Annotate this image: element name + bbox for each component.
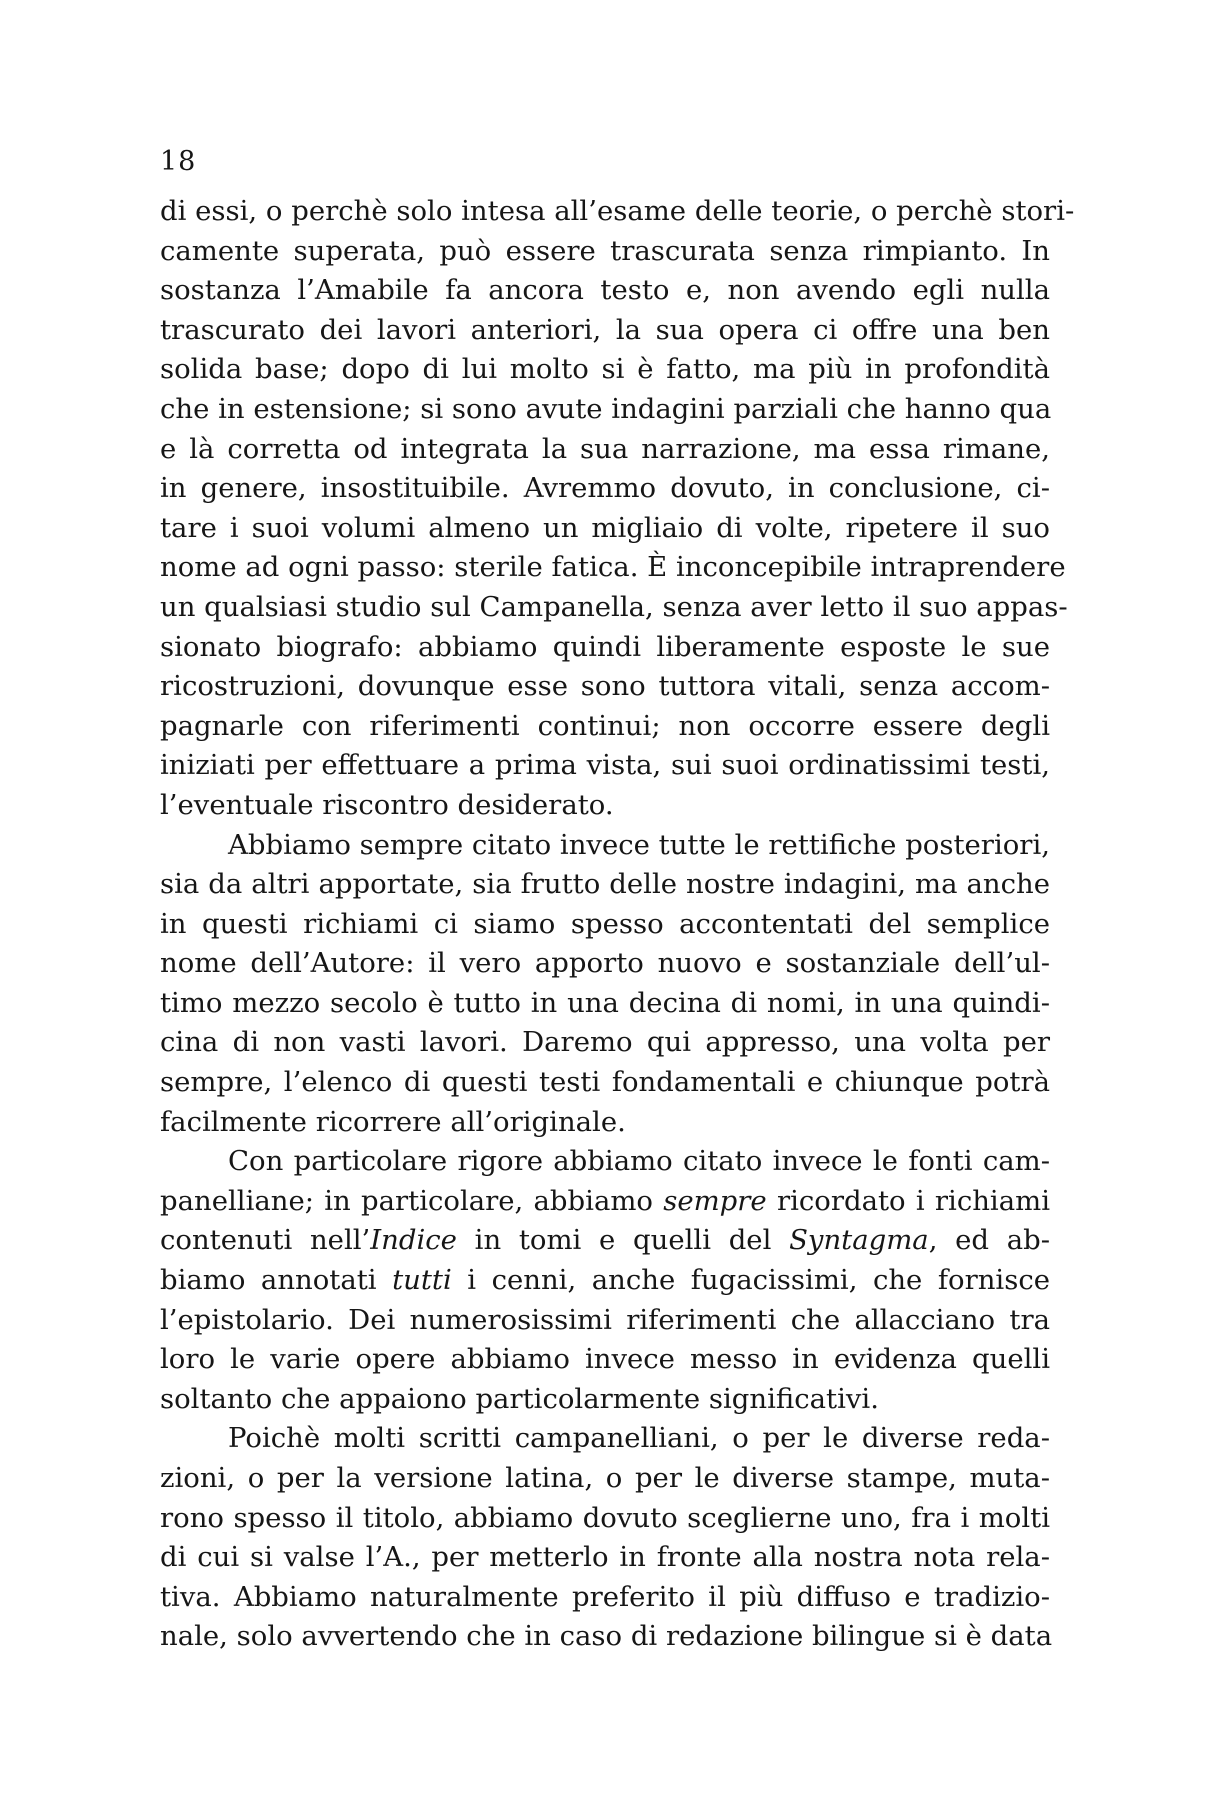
text-line (160, 350, 1050, 390)
text-line (160, 746, 1050, 786)
text-line (160, 469, 1050, 509)
text-line (160, 628, 1050, 668)
text-run: soltanto che appaiono particolarmente significativi. (160, 1382, 879, 1415)
text-line (160, 1301, 1050, 1341)
text-line (160, 944, 1050, 984)
text-line (160, 311, 1050, 351)
text-run: tare i suoi volumi almeno un migliaio di volte, ripetere il suo (160, 511, 1050, 544)
text-line (160, 548, 1066, 588)
text-line (160, 192, 1075, 232)
italic-text: Indice (370, 1224, 457, 1257)
text-run: i cenni, anche fugacissimi, che fornisce (451, 1264, 1051, 1297)
text-line (160, 707, 1050, 747)
text-line (160, 1063, 1050, 1103)
italic-text: sempre (663, 1184, 767, 1217)
text-run: nale, solo avvertendo che in caso di redazione bilingue si è data (160, 1620, 1053, 1653)
text-line (160, 232, 1050, 272)
paragraph (160, 1142, 1050, 1419)
text-run: Abbiamo sempre citato invece tutte le rettifiche posteriori, (228, 828, 1050, 861)
text-line (160, 984, 1050, 1024)
text-line (160, 1142, 1050, 1182)
text-line (160, 1221, 1050, 1261)
text-run: in tomi e quelli del (456, 1224, 790, 1257)
text-run: panelliane; in particolare, abbiamo (160, 1184, 664, 1217)
text-line (160, 826, 1050, 866)
text-run: , ed ab- (928, 1224, 1051, 1257)
text-run: trascurato dei lavori anteriori, la sua opera ci offre una ben (160, 313, 1050, 346)
text-run: pagnarle con riferimenti continui; non occorre essere degli (160, 709, 1050, 742)
body-text (160, 192, 1075, 1657)
paragraph (160, 1419, 1053, 1657)
text-run: che in estensione; si sono avute indagini parziali che hanno qua (160, 392, 1052, 425)
text-line (160, 1023, 1050, 1063)
text-run: solida base; dopo di lui molto si è fatto, ma più in profondità (160, 353, 1050, 386)
text-line (160, 1340, 1050, 1380)
text-line (160, 1538, 1050, 1578)
text-line (160, 1261, 1050, 1301)
text-line (160, 1459, 1050, 1499)
text-line (160, 865, 1050, 905)
page-number: 18 (160, 146, 197, 177)
italic-text: tutti (392, 1264, 452, 1297)
text-line (160, 509, 1050, 549)
text-run: ricordato i richiami (766, 1184, 1050, 1217)
text-line (160, 1617, 1053, 1657)
text-run: facilmente ricorrere all’originale. (160, 1105, 626, 1138)
text-line (160, 786, 1050, 826)
text-run: nome ad ogni passo: sterile fatica. È inconcepibile intraprendere (160, 551, 1066, 584)
paragraph (160, 192, 1075, 826)
text-line (160, 1419, 1050, 1459)
text-run: rono spesso il titolo, abbiamo dovuto sceglierne uno, fra i molti (160, 1501, 1050, 1534)
text-run: di essi, o perchè solo intesa all’esame delle teorie, o perchè stori- (160, 195, 1075, 227)
text-line (160, 905, 1050, 945)
text-run: cina di non vasti lavori. Daremo qui appresso, una volta per (160, 1026, 1050, 1059)
text-run: iniziati per effettuare a prima vista, sui suoi ordinatissimi testi, (160, 749, 1050, 782)
text-run: timo mezzo secolo è tutto in una decina di nomi, in una quindi- (160, 986, 1050, 1019)
text-run: sempre, l’elenco di questi testi fondamentali e chiunque potrà (160, 1066, 1050, 1099)
text-run: sostanza l’Amabile fa ancora testo e, non avendo egli nulla (160, 274, 1050, 307)
text-run: l’epistolario. Dei numerosissimi riferimenti che allacciano tra (160, 1303, 1050, 1336)
text-run: zioni, o per la versione latina, o per le diverse stampe, muta- (160, 1462, 1050, 1494)
text-run: loro le varie opere abbiamo invece messo in evidenza quelli (160, 1343, 1050, 1376)
text-run: biamo annotati (160, 1264, 393, 1297)
text-line (160, 1499, 1050, 1539)
italic-text: Syntagma (789, 1224, 929, 1257)
text-run: sionato biografo: abbiamo quindi liberamente esposte le sue (160, 630, 1050, 663)
text-run: e là corretta od integrata la sua narrazione, ma essa rimane, (160, 432, 1050, 465)
text-run: un qualsiasi studio sul Campanella, senza aver letto il suo appas- (160, 590, 1068, 623)
text-line (160, 1103, 1050, 1143)
text-line (160, 1578, 1050, 1618)
text-run: sia da altri apportate, sia frutto delle nostre indagini, ma anche (160, 868, 1050, 901)
text-line (160, 588, 1068, 628)
text-run: tiva. Abbiamo naturalmente preferito il più diffuso e tradizio- (160, 1580, 1050, 1613)
text-line (160, 390, 1050, 430)
text-run: camente superata, può essere trascurata senza rimpianto. In (160, 234, 1050, 267)
text-run: in genere, insostituibile. Avremmo dovuto, in conclusione, ci- (160, 472, 1050, 505)
text-line (160, 430, 1050, 470)
text-line (160, 271, 1050, 311)
text-run: l’eventuale riscontro desiderato. (160, 788, 614, 821)
text-run: di cui si valse l’A., per metterlo in fronte alla nostra nota rela- (160, 1541, 1050, 1574)
text-line (160, 1182, 1050, 1222)
paragraph (160, 826, 1050, 1143)
text-run: ricostruzioni, dovunque esse sono tuttora vitali, senza accom- (160, 670, 1050, 703)
text-run: in questi richiami ci siamo spesso accontentati del semplice (160, 907, 1050, 940)
text-run: contenuti nell’ (160, 1224, 371, 1257)
text-run: Con particolare rigore abbiamo citato invece le fonti cam- (228, 1145, 1050, 1178)
text-run: Poichè molti scritti campanelliani, o per le diverse reda- (228, 1422, 1050, 1455)
text-run: nome dell’Autore: il vero apporto nuovo e sostanziale dell’ul- (160, 947, 1050, 980)
text-line (160, 667, 1050, 707)
text-line (160, 1380, 1050, 1420)
